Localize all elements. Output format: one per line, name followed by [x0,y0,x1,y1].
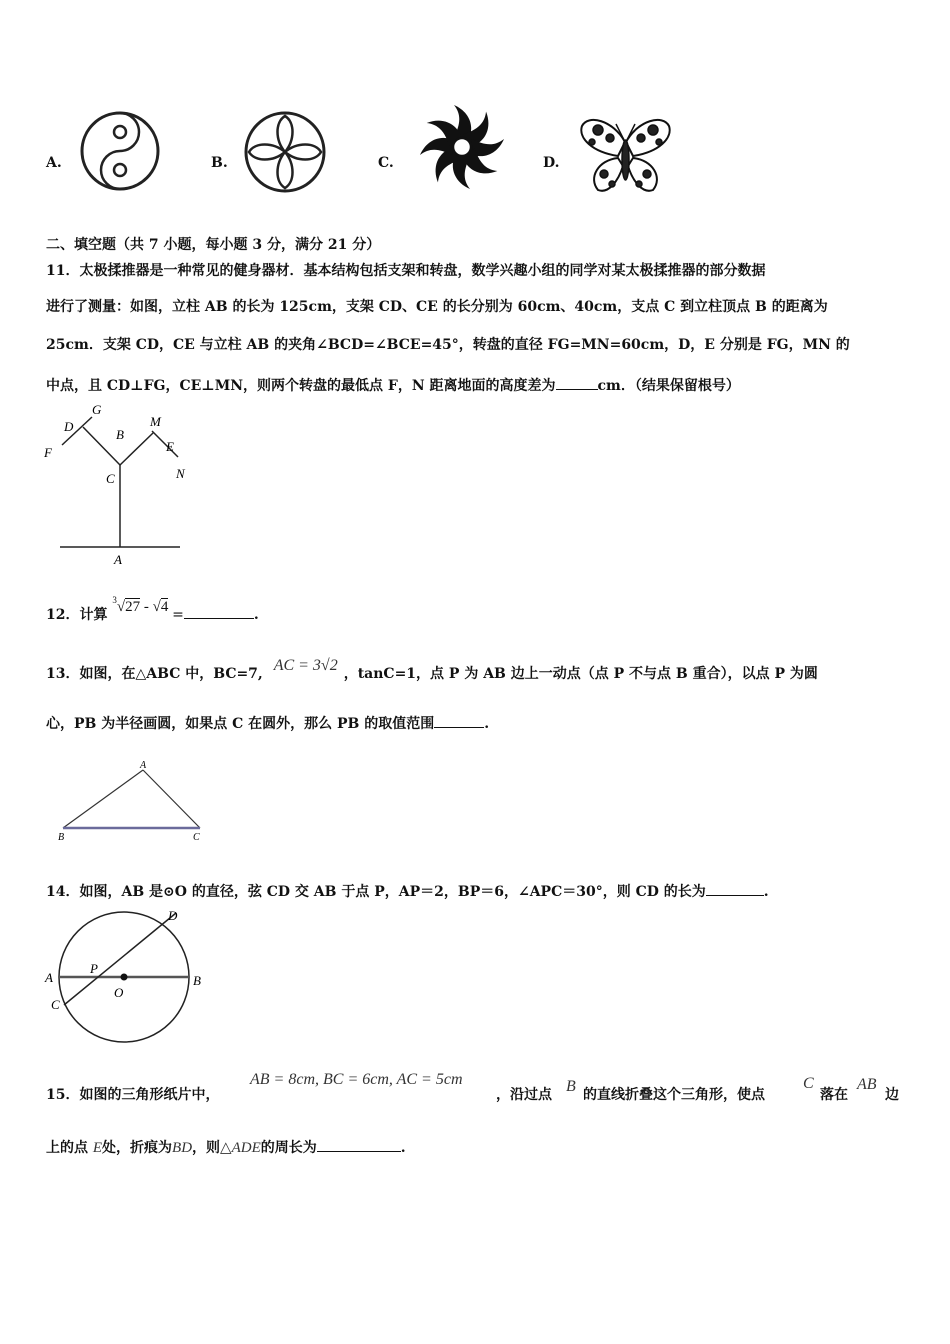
q11-line-4 [46,375,740,395]
q14-label-b: B [193,973,201,988]
q15-math-ade: △ADE [220,1140,261,1156]
q11-label-d: D [64,419,74,434]
q14-label-d: D [168,908,178,923]
q14-end: . [763,884,769,900]
q12-minus: - [140,599,153,615]
q15-l2-text-2: 处，折痕为 [102,1140,173,1156]
q15-text-2: 的直线折叠这个三角形，使点 [583,1087,765,1103]
option-b-label: B. [211,155,228,171]
q11-line-3: 25cm．支架 CD，CE 与立柱 AB 的夹角∠BCD=∠BCE=45°，转盘的直径 FG=MN=60cm，D，E 分别是 FG，MN 的 [46,337,850,353]
q14-line [46,881,769,901]
option-d-label: D. [543,155,560,171]
section-title: 二、填空题（共 7 小题，每小题 3 分，满分 21 分） [46,237,381,253]
q11-label-n: N [176,466,185,481]
option-c-label: C. [378,155,394,171]
q15-math-sides: AB = 8cm, BC = 6cm, AC = 5cm [250,1071,463,1088]
q14-label-c: C [51,997,60,1012]
q11-line-4-tail: cm．（结果保留根号） [597,378,740,394]
q13-text-2: ，tanC=1，点 P 为 AB 边上一动点（点 P 不与点 B 重合），以点 P 为圆 [343,666,818,682]
q13-math: AC = 3√2 [273,657,338,674]
q15-math-bd: BD [172,1140,193,1156]
q12-radicand-2: 4 [160,599,169,615]
q12-line [46,595,259,624]
four-petal-circle-icon [240,110,335,195]
q13-text-1: 13．如图，在△ABC 中，BC=7, [46,666,263,682]
q14-label-a: A [45,970,53,985]
q15-line-2 [46,1137,406,1157]
q15-math-b: B [566,1078,576,1095]
q11-line-2: 进行了测量：如图，立柱 AB 的长为 125cm，支架 CD、CE 的长分别为 60cm、40cm，支点 C 到立柱顶点 B 的距离为 [46,299,828,315]
q15-math-e: E [92,1140,103,1156]
q12-equals: = [172,607,184,623]
q15-text-1: ，沿过点 [496,1087,552,1103]
q12-suffix: . [253,607,259,623]
q14-text: 14．如图，AB 是⊙O 的直径，弦 CD 交 AB 于点 P，AP＝2，BP＝6，∠APC＝30°，则 CD 的长为 [46,884,706,900]
q13-label-c: C [193,832,200,843]
q15-math-c: C [803,1075,814,1092]
q15-end: . [400,1140,406,1156]
q11-line-4-text: 中点，且 CD⊥FG，CE⊥MN，则两个转盘的最低点 F，N 距离地面的高度差为 [46,378,556,394]
q13-label-a: A [140,760,147,771]
q12-cube-index: 3 [112,595,117,605]
q11-label-f: F [44,445,52,460]
q11-label-b: B [116,427,124,442]
q11-label-e: E [166,439,174,454]
q11-label-m: M [150,414,161,429]
option-a-label: A. [46,155,62,171]
q15-text-4: 边 [885,1087,899,1103]
q12-prefix: 12．计算 [46,607,108,623]
q13-line-1 [46,657,818,683]
q15-prefix: 15．如图的三角形纸片中， [46,1087,220,1103]
q15-math-ab: AB [857,1076,877,1093]
q13-line-2 [46,713,489,733]
q12-radicand-1: 27 [125,599,141,615]
q13-answer-blank[interactable] [434,713,484,728]
q14-label-p: P [90,961,98,976]
q14-answer-blank[interactable] [706,881,764,896]
q15-l2-text-1: 上的点 [46,1140,88,1156]
q11-line-1: 11．太极揉推器是一种常见的健身器材．基本结构包括支架和转盘，数学兴趣小组的同学对某太极揉推器的部分数据 [46,263,766,279]
q11-label-a: A [114,552,122,567]
q15-answer-blank[interactable] [317,1137,401,1152]
radical-icon: √ [152,599,161,615]
q11-figure [40,402,200,567]
q13-label-b: B [58,832,65,843]
q11-answer-blank[interactable] [556,375,598,390]
q12-answer-blank[interactable] [184,604,254,619]
q12-expression [112,595,172,615]
q11-label-g: G [92,402,102,417]
q15-l2-text-3: ，则 [192,1140,221,1156]
q13-text-3: 心，PB 为半径画圆，如果点 C 在圆外，那么 PB 的取值范围 [46,716,435,732]
q14-label-o: O [114,985,124,1000]
q13-figure [55,758,215,843]
pinwheel-flower-icon [412,100,512,195]
radical-icon: √ [116,599,126,615]
q14-figure [40,905,215,1045]
yin-yang-icon [78,110,168,195]
butterfly-icon [578,112,673,197]
q15-l2-text-4: 的周长为 [260,1140,317,1156]
q11-label-c: C [106,471,115,486]
q13-end: . [484,716,490,732]
q15-text-3: 落在 [820,1087,848,1103]
